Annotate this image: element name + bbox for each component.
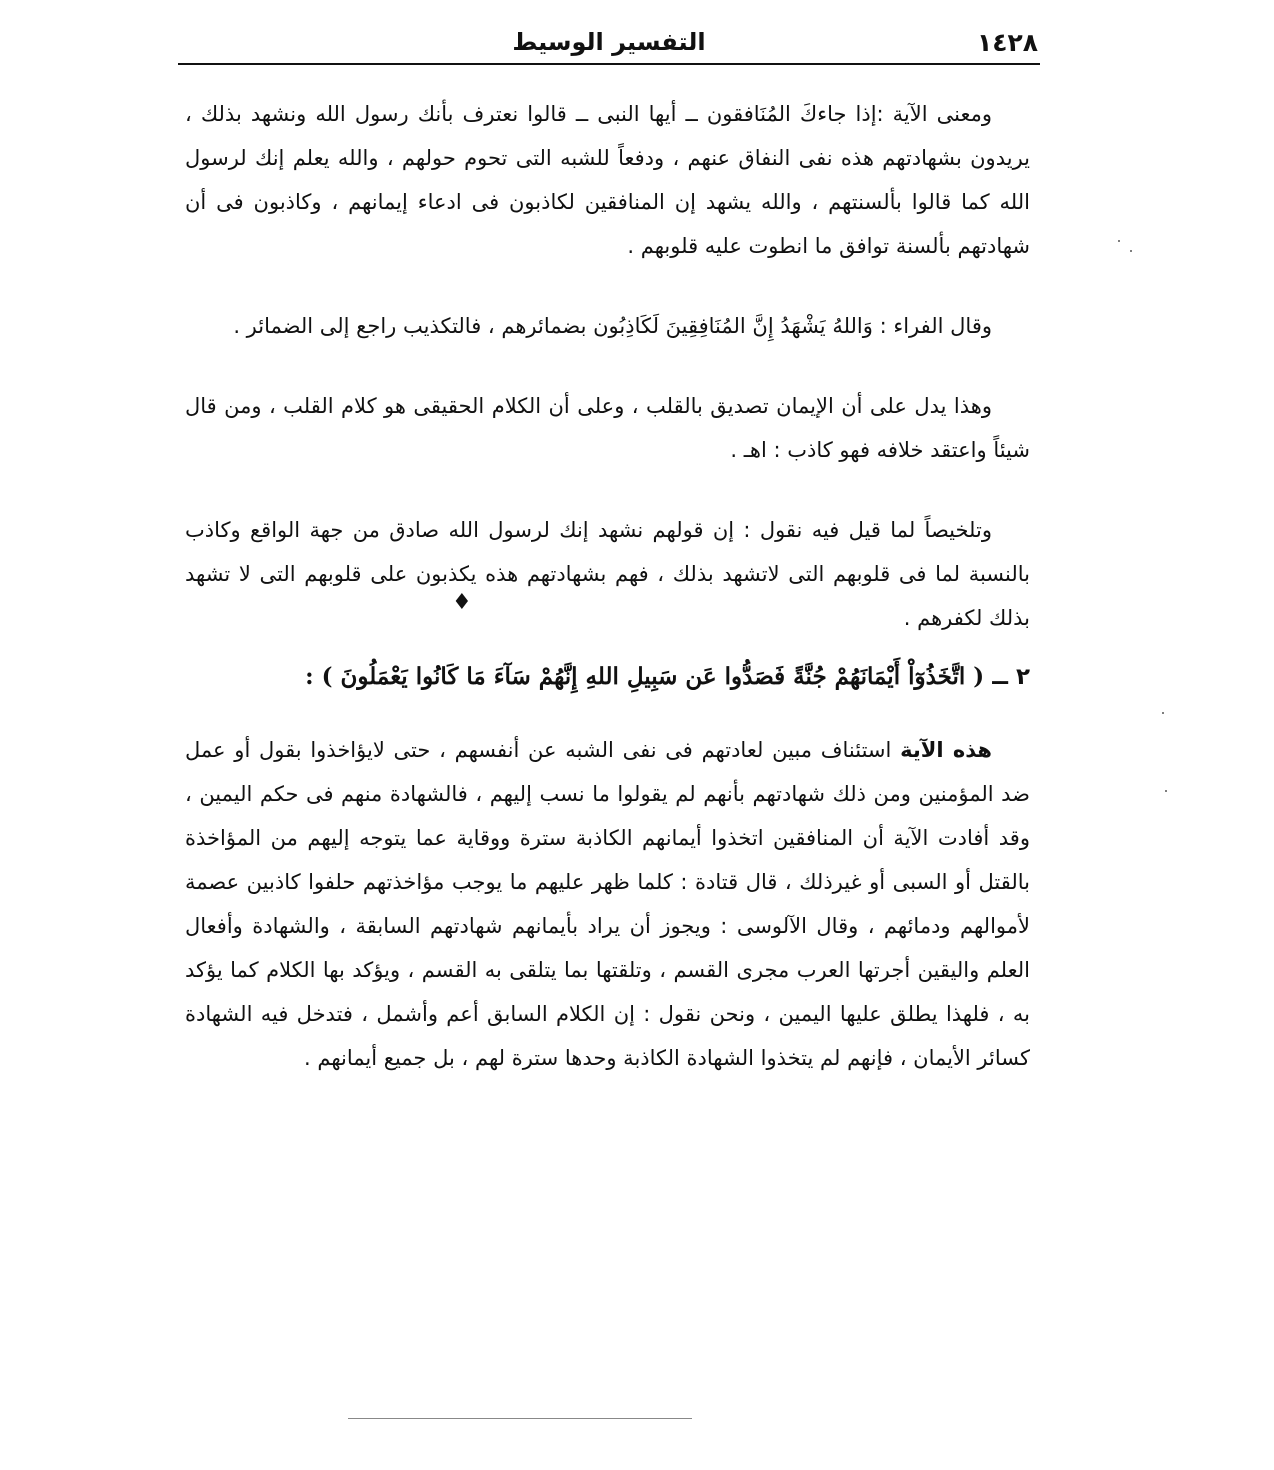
scan-speck bbox=[1118, 240, 1120, 242]
page-body bbox=[185, 92, 1030, 1080]
verse-text: ( اتَّخَذُوٓاْ أَيْمَانَهُمْ جُنَّةً فَصَدُّوا عَن سَبِيلِ اللهِ إِنَّهُمْ سَآءَ مَا كَانُوا يَعْمَلُونَ ) : bbox=[305, 663, 985, 690]
page-header bbox=[178, 20, 1040, 64]
footer-rule bbox=[348, 1418, 692, 1419]
verse-heading bbox=[185, 654, 1030, 700]
verse-number: ٢ ــ bbox=[992, 664, 1030, 690]
paragraph-lead: هذه الآية bbox=[900, 738, 992, 762]
scan-speck bbox=[1130, 250, 1132, 252]
paragraph-faith: وهذا يدل على أن الإيمان تصديق بالقلب ، وعلى أن الكلام الحقيقى هو كلام القلب ، ومن قال شيئاً واعتقد خلافه فهو كاذب : اهـ . bbox=[185, 394, 1030, 462]
paragraph-commentary bbox=[185, 728, 1030, 1080]
paragraph-meaning: ومعنى الآية :إذا جاءكَ المُنَافقون ــ أيها النبى ــ قالوا نعترف بأنك رسول الله ونشهد بذلك ، يريدون بشهادتهم هذه نفى النفاق عنهم ، ودفعاً للشبه التى تحوم حولهم ، والله يعلم إنك لرسول الله كما قالوا بألسنتهم ، والله يشهد إن المنافقين لكاذبون فى ادعاء إيمانهم ، وكاذبون فى أن شهادتهم بألسنة توافق ما انطوت عليه قلوبهم . bbox=[185, 102, 1030, 258]
paragraph-commentary-text: استئناف مبين لعادتهم فى نفى الشبه عن أنفسهم ، حتى لايؤاخذوا بقول أو عمل ضد المؤمنين ومن ذلك شهادتهم بأنهم لم يقولوا ما نسب إليهم ، فالشهادة منهم فى حكم اليمين ، وقد أفادت الآية أن المنافقين اتخذوا أيمانهم الكاذبة سترة ووقاية عما يتوجه إليهم من المؤاخذة بالقتل أو السبى أو غيرذلك ، قال قتادة : كلما ظهر عليهم ما يوجب مؤاخذتهم حلفوا كاذبين عصمة لأموالهم ودمائهم ، وقال الآلوسى : ويجوز أن يراد بأيمانهم شهادتهم السابقة ، والشهادة وأفعال العلم واليقين أجرتها العرب مجرى القسم ، وتلقتها بما يتلقى به القسم ، ويؤكد بها الكلام كما يؤكد به ، فلهذا يطلق عليها اليمين ، ونحن نقول : إن الكلام السابق أعم وأشمل ، فتدخل فيه الشهادة كسائر الأيمان ، فإنهم لم يتخذوا الشهادة الكاذبة وحدها سترة لهم ، بل جميع أيمانهم . bbox=[185, 738, 1030, 1070]
header-rule bbox=[178, 63, 1040, 65]
ornament-mark: ♦ bbox=[452, 590, 472, 615]
page-number: ١٤٢٨ bbox=[976, 28, 1038, 57]
scan-speck bbox=[1162, 712, 1164, 714]
running-title: التفسير الوسيط bbox=[512, 28, 706, 56]
paragraph-summary: وتلخيصاً لما قيل فيه نقول : إن قولهم نشهد إنك لرسول الله صادق من جهة الواقع وكاذب بالنسبة لما فى قلوبهم التى لاتشهد بذلك ، فهم بشهادتهم هذه يكذبون على قلوبهم التى لا تشهد بذلك لكفرهم . bbox=[185, 518, 1030, 630]
scan-speck bbox=[1165, 790, 1167, 792]
paragraph-farra: وقال الفراء : وَاللهُ يَشْهَدُ إِنَّ المُنَافِقِينَ لَكَاذِبُون بضمائرهم ، فالتكذيب راجع إلى الضمائر . bbox=[233, 314, 992, 338]
